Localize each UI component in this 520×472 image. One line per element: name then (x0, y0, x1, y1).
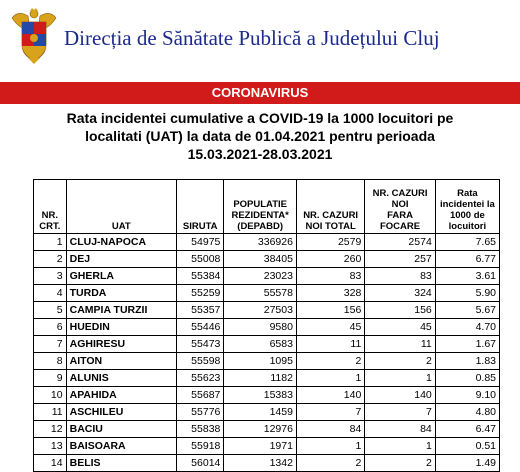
report-title-line-2: localitati (UAT) la data de 01.04.2021 pentru perioada (85, 128, 435, 144)
page-header (0, 0, 520, 80)
table-row: 1 CLUJ-NAPOCA 54975 336926 2579 2574 7.65 (34, 234, 500, 251)
table-row: 12 BACIU 55838 12976 84 84 6.47 (34, 421, 500, 438)
table-body (34, 234, 500, 472)
table-row: 2 DEJ 55008 38405 260 257 6.77 (34, 251, 500, 268)
table-header (34, 180, 500, 234)
table-row: 7 AGHIRESU 55473 6583 11 11 1.67 (34, 336, 500, 353)
table-row: 10 APAHIDA 55687 15383 140 140 9.10 (34, 387, 500, 404)
incidence-table (33, 179, 500, 472)
column-header-total-cases: NR. CAZURI NOI TOTAL (296, 180, 364, 234)
column-header-siruta: SIRUTA (177, 180, 224, 234)
table-row: 8 AITON 55598 1095 2 2 1.83 (34, 353, 500, 370)
coronavirus-banner: CORONAVIRUS (0, 82, 520, 104)
column-header-cases-no-focus: NR. CAZURI NOI FARA FOCARE (365, 180, 435, 234)
table-row: 3 GHERLA 55384 23023 83 83 3.61 (34, 268, 500, 285)
report-title-line-1: Rata incidentei cumulative a COVID-19 la 1000 locuitori pe (66, 110, 454, 126)
table-row: 6 HUEDIN 55446 9580 45 45 4.70 (34, 319, 500, 336)
column-header-nr: NR. CRT. (34, 180, 67, 234)
table-row: 4 TURDA 55259 55578 328 324 5.90 (34, 285, 500, 302)
table-row: 5 CAMPIA TURZII 55357 27503 156 156 5.67 (34, 302, 500, 319)
organization-title: Direcția de Sănătate Publică a Județului Cluj (64, 26, 440, 50)
column-header-population: POPULATIE REZIDENTA* (DEPABD) (224, 180, 297, 234)
table-row: 13 BAISOARA 55918 1971 1 1 0.51 (34, 438, 500, 455)
column-header-incidence-rate: Rata incidentei la 1000 de locuitori (435, 180, 499, 234)
report-title-line-3: 15.03.2021-28.03.2021 (187, 146, 333, 162)
table-row: 14 BELIS 56014 1342 2 2 1.49 (34, 455, 500, 472)
table-row: 9 ALUNIS 55623 1182 1 1 0.85 (34, 370, 500, 387)
column-header-uat: UAT (66, 180, 176, 234)
table-row: 11 ASCHILEU 55776 1459 7 7 4.80 (34, 404, 500, 421)
romania-coat-of-arms-icon (8, 8, 60, 64)
report-title (30, 109, 490, 163)
